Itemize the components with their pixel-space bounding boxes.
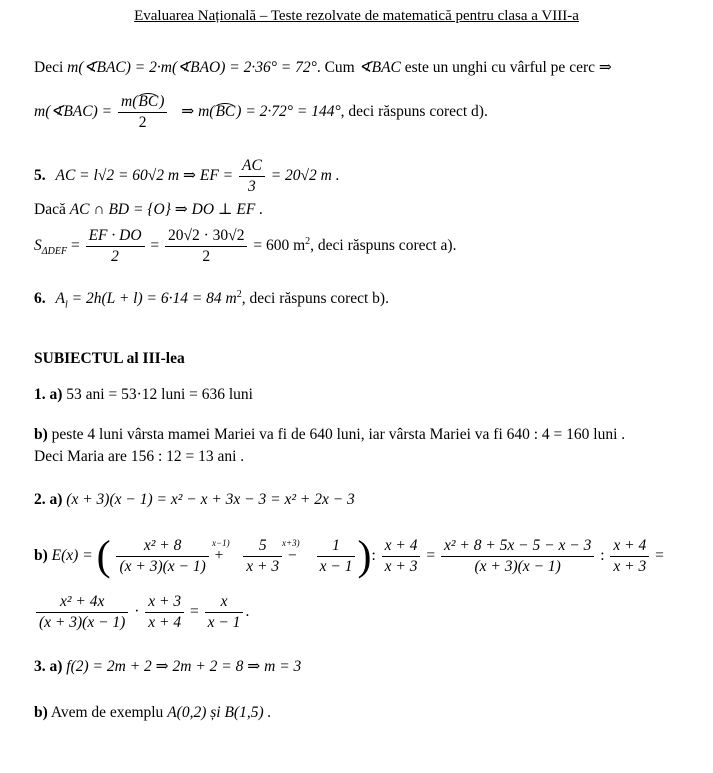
s3a-math: f(2) = 2m + 2 ⇒ 2m + 2 = 8 ⇒ m = 3 bbox=[66, 658, 302, 675]
fraction-f3 bbox=[317, 536, 356, 577]
math-600: = 600 m bbox=[253, 237, 306, 255]
math-ef: = 20√2 m . bbox=[270, 167, 340, 185]
f4-den: x + 3 bbox=[384, 558, 418, 575]
s1b-line bbox=[34, 426, 625, 444]
f2-num: 5 bbox=[243, 536, 282, 557]
s3a-label: 3. a) bbox=[34, 658, 63, 675]
fraction-g2 bbox=[145, 592, 184, 633]
s2a-line bbox=[34, 491, 355, 509]
math-arrow: ⇒ m bbox=[181, 103, 210, 121]
fraction-f4 bbox=[382, 536, 421, 577]
f5-num: x² + 8 + 5x − 5 − x − 3 bbox=[441, 536, 594, 557]
math-lhs: m(∢BAC) = bbox=[34, 103, 113, 121]
arc-bc: BC bbox=[138, 93, 159, 110]
text-cum: . Cum bbox=[316, 59, 355, 76]
frac-prod-den: 2 bbox=[202, 248, 211, 265]
line-deci bbox=[34, 58, 612, 77]
g1-num: x² + 4x bbox=[36, 592, 128, 613]
math-intersection: AC ∩ BD = {O} ⇒ DO ⊥ EF . bbox=[69, 201, 264, 218]
fraction-ef-do bbox=[86, 226, 145, 267]
text-tail-6: , deci răspuns corect b). bbox=[241, 290, 389, 308]
s1a-label: 1. a) bbox=[34, 386, 63, 403]
s2b-line2: $\frac{\text{x² + 4x}}{(x + 3)(x - 1)}$ · $\frac{x + 3}{x + 4}$ = $\frac{x}{x - 1}$ . bbox=[34, 592, 249, 633]
fraction-f2 bbox=[243, 536, 282, 577]
fraction-f5 bbox=[441, 536, 594, 577]
math-s: S bbox=[34, 237, 42, 255]
f3-den: x − 1 bbox=[319, 558, 353, 575]
s2a-math: (x + 3)(x − 1) = x² − x + 3x − 3 = x² + 2x − 3 bbox=[66, 491, 355, 508]
fraction-g3 bbox=[205, 592, 244, 633]
s3b-math: A(0,2) și B(1,5) . bbox=[167, 704, 272, 721]
amplify-x-1: x−1) bbox=[212, 538, 230, 548]
fraction-ac bbox=[239, 156, 265, 197]
g3-num: x bbox=[205, 592, 244, 613]
g3-den: x − 1 bbox=[207, 614, 241, 631]
s1b-text: peste 4 luni vârsta mamei Mariei va fi de 640 luni, iar vârsta Mariei va fi 640 : 4 = 160 luni . bbox=[51, 426, 626, 443]
big-paren-close: ) bbox=[357, 533, 372, 580]
frac-efdo-den: 2 bbox=[111, 248, 119, 265]
text-rest: este un unghi cu vârful pe cerc ⇒ bbox=[404, 59, 612, 76]
problem-6 bbox=[34, 289, 389, 310]
g2-num: x + 3 bbox=[145, 592, 184, 613]
f5-den: (x + 3)(x − 1) bbox=[474, 558, 561, 575]
frac-prod-num: 20√2 · 30√2 bbox=[165, 226, 247, 247]
f6-num: x + 4 bbox=[610, 536, 649, 557]
math-angle: ∢BAC bbox=[358, 59, 401, 76]
s1a-text: 53 ani = 53·12 luni = 636 luni bbox=[66, 386, 253, 403]
math-s-sub: ΔDEF bbox=[41, 246, 68, 258]
s2b-line1: b) E(x) = ( $\frac{\text{x² + 8}}{(x + 3)(x - 1)}$ + $\frac{5}{x + 3}$ − $\frac{1}{x - 1}$ ): $\frac{x + 4}{x + 3}$ = $\frac{\text{x² + 8 + 5x − 5 − x − 3}}{(x + 3)(x - 1)}$ : $\frac{x + 4}{x + 3}$ = bbox=[34, 533, 664, 580]
math-angle-bac: m(∢BAC) = 2·m(∢BAO) = 2·36° = 72° bbox=[67, 59, 317, 76]
math-a-sub: l bbox=[64, 299, 68, 311]
problem-6-label: 6. bbox=[34, 290, 46, 308]
fraction-g1 bbox=[36, 592, 128, 633]
f6-den: x + 3 bbox=[613, 558, 647, 575]
s3b-text: Avem de exemplu bbox=[50, 704, 164, 721]
section-title: SUBIECTUL al III-lea bbox=[34, 350, 185, 367]
s3b-label: b) bbox=[34, 704, 48, 721]
f1-den: (x + 3)(x − 1) bbox=[119, 558, 206, 575]
f2-den: x + 3 bbox=[246, 558, 280, 575]
s1b-line2: Deci Maria are 156 : 12 = 13 ani . bbox=[34, 448, 245, 465]
g1-den: (x + 3)(x − 1) bbox=[39, 614, 126, 631]
f3-num: 1 bbox=[317, 536, 356, 557]
frac-efdo-num: EF · DO bbox=[86, 226, 145, 247]
fraction-product bbox=[165, 226, 247, 267]
problem-5-line1 bbox=[34, 156, 340, 197]
s1a-line bbox=[34, 386, 253, 404]
math-result: = 2·72° = 144° bbox=[245, 103, 341, 121]
f1-num: x² + 8 bbox=[116, 536, 208, 557]
fraction-f6 bbox=[610, 536, 649, 577]
s3b-line bbox=[34, 704, 271, 722]
text-tail-5: , deci răspuns corect a). bbox=[310, 237, 457, 255]
frac-m: m bbox=[121, 93, 133, 110]
s3a-line bbox=[34, 657, 301, 676]
sup-2: 2 bbox=[305, 235, 311, 247]
frac-ac-num: AC bbox=[239, 156, 265, 177]
math-area: = 2h(L + l) = 6·14 = 84 m bbox=[71, 290, 237, 308]
big-paren-open: ( bbox=[96, 533, 111, 580]
s2b-e: E(x) = bbox=[51, 547, 93, 565]
math-a: A bbox=[55, 290, 65, 308]
s2b-label: b) bbox=[34, 547, 48, 565]
problem-5-line2 bbox=[34, 200, 263, 219]
fraction-f1 bbox=[116, 536, 208, 577]
amplify-x-3: x+3) bbox=[282, 538, 300, 548]
g2-den: x + 4 bbox=[148, 614, 182, 631]
f4-num: x + 4 bbox=[382, 536, 421, 557]
math-ac: AC = l√2 = 60√2 m ⇒ EF = bbox=[55, 167, 234, 185]
text-daca: Dacă bbox=[34, 201, 66, 218]
s1b-label: b) bbox=[34, 426, 48, 443]
line-arc: m(∢BAC) = $\frac{m(BC)}{2}$ ⇒ m(BC) = 2·72° = 144°, deci răspuns corect d). bbox=[34, 93, 488, 131]
frac-den: 2 bbox=[138, 114, 147, 131]
problem-5-label: 5. bbox=[34, 167, 46, 185]
text-deci: Deci bbox=[34, 59, 64, 76]
page-header: Evaluarea Națională – Teste rezolvate de matematică pentru clasa a VIII-a bbox=[134, 8, 579, 24]
problem-5-line3: $S_{\Delta DEF}$ = $\frac{EF \cdot DO}{2}$ = $\frac{20√2 \cdot 30√2}{2}$ = 600 $m^2$, deci răspuns corect a). bbox=[34, 227, 457, 265]
text-tail: , deci răspuns corect d). bbox=[340, 103, 488, 121]
fraction-arc: $\frac{m(BC)}{2}$ bbox=[118, 92, 167, 133]
arc-bc-2: BC bbox=[215, 103, 236, 121]
s2a-label: 2. a) bbox=[34, 491, 63, 508]
sup-2-6: 2 bbox=[236, 289, 242, 300]
frac-ac-den: 3 bbox=[248, 178, 256, 195]
